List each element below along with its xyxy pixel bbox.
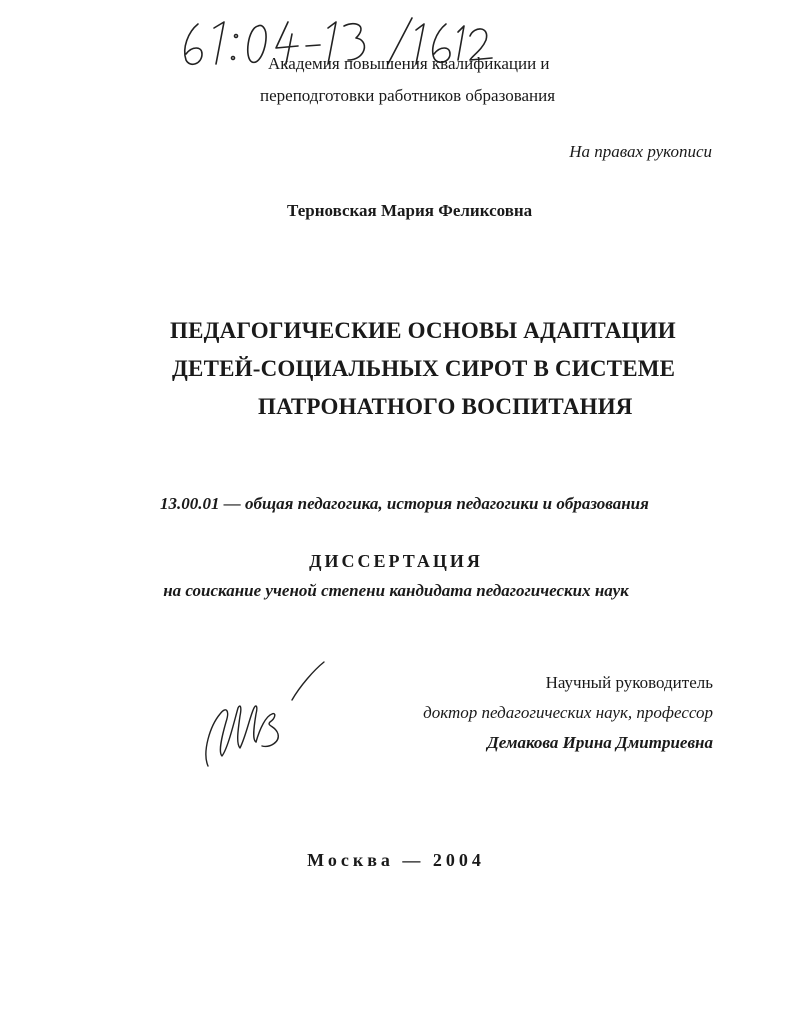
title-line-3: ПАТРОНАТНОГО ВОСПИТАНИЯ xyxy=(258,394,633,419)
supervisor-degree: доктор педагогических наук, профессор xyxy=(423,703,713,722)
degree-statement: на соискание ученой степени кандидата педагогических наук xyxy=(163,581,629,600)
title-line-2: ДЕТЕЙ-СОЦИАЛЬНЫХ СИРОТ В СИСТЕМЕ xyxy=(172,356,676,381)
organization-line-1: Академия повышения квалификации и xyxy=(268,54,550,73)
document-type: ДИССЕРТАЦИЯ xyxy=(309,551,483,571)
organization-line-2: переподготовки работников образования xyxy=(260,86,556,105)
supervisor-label: Научный руководитель xyxy=(545,673,713,692)
author-name: Терновская Мария Феликсовна xyxy=(287,201,533,220)
city-year: Москва — 2004 xyxy=(307,850,485,870)
title-line-1: ПЕДАГОГИЧЕСКИЕ ОСНОВЫ АДАПТАЦИИ xyxy=(170,318,676,343)
specialty-code: 13.00.01 — общая педагогика, история педагогики и образования xyxy=(160,494,649,513)
rights-note: На правах рукописи xyxy=(569,142,712,161)
handwritten-signature-icon xyxy=(196,656,336,776)
supervisor-name: Демакова Ирина Дмитриевна xyxy=(487,733,713,752)
